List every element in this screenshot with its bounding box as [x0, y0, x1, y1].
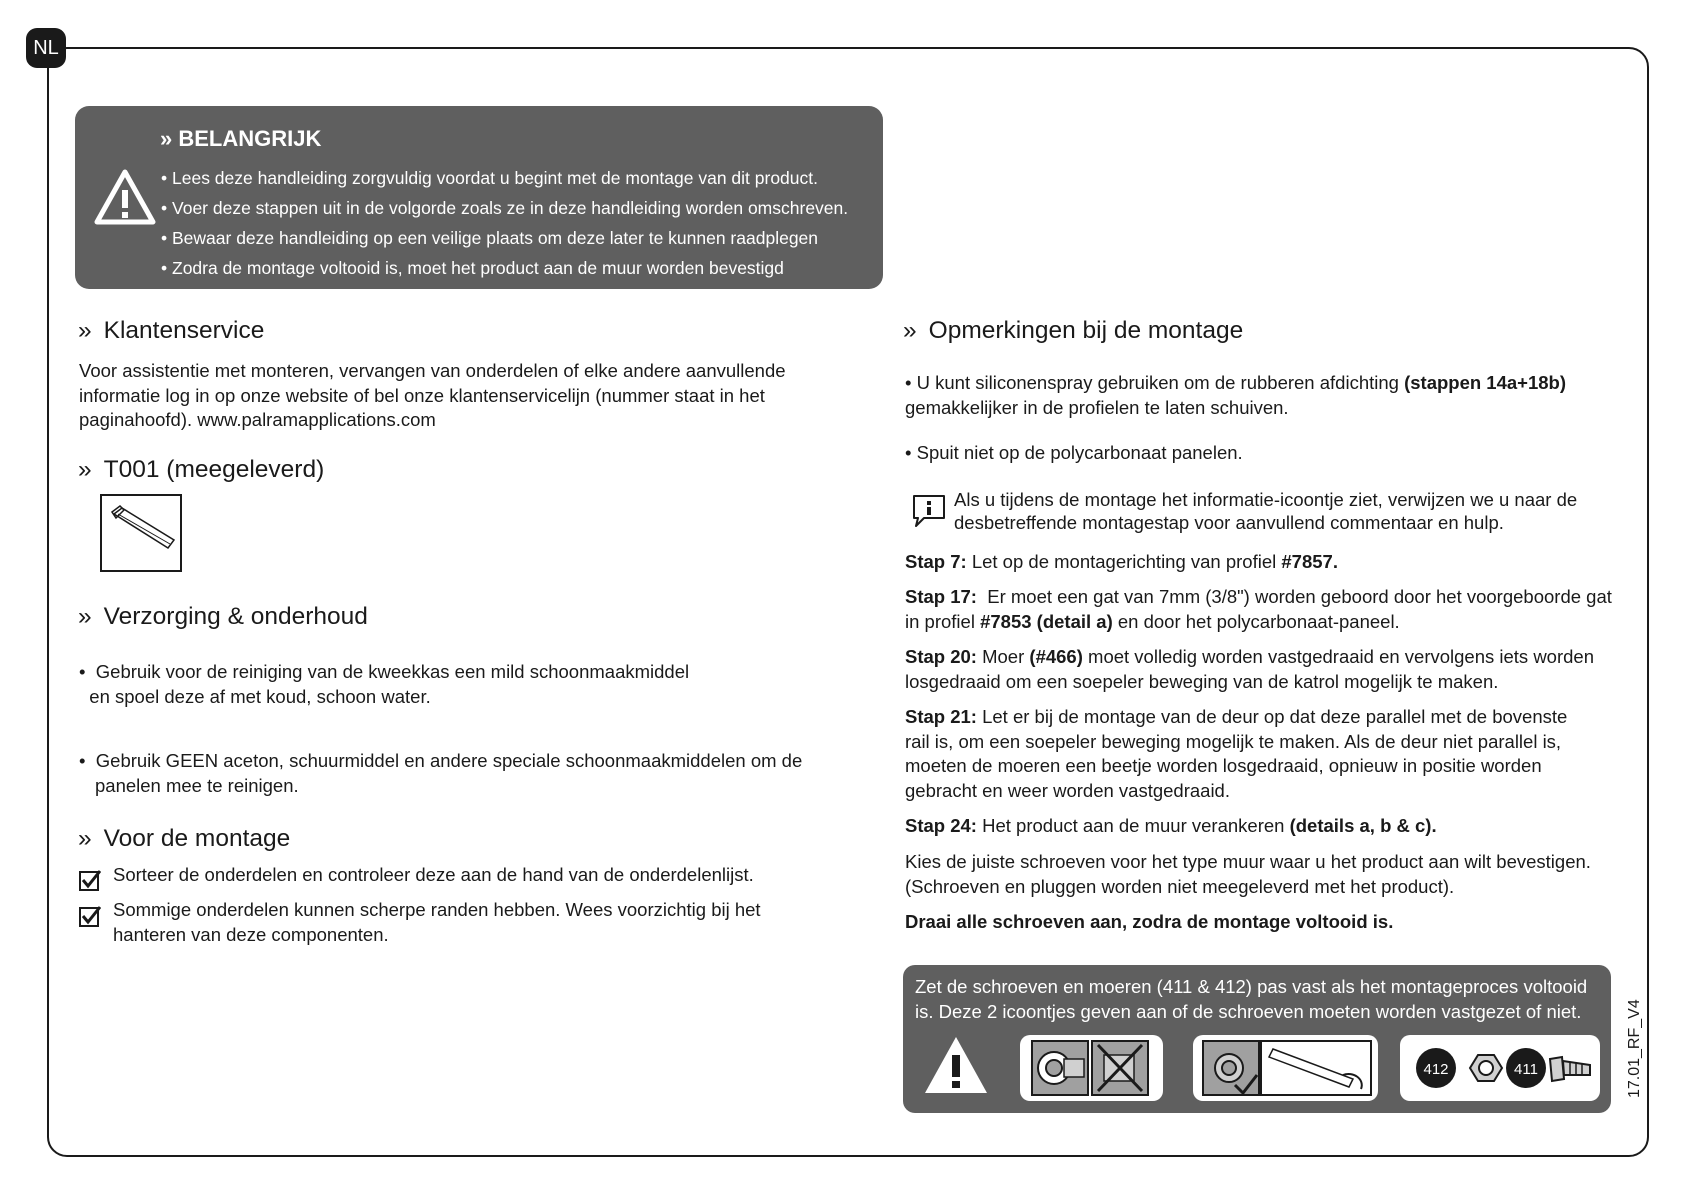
- screws-text: Kies de juiste schroeven voor het type muur waar u het product aan wilt bevestigen. (Schroeven en pluggen worden niet meegeleverd met het product).: [905, 851, 1591, 897]
- customer-title: » Klantenservice: [78, 317, 265, 344]
- before-item-1: Sorteer de onderdelen en controleer deze aan de hand van de onderdelenlijst.: [113, 864, 754, 885]
- checkbox-icon: [79, 905, 101, 927]
- language-badge: NL: [26, 28, 66, 68]
- important-item: • Zodra de montage voltooid is, moet het product aan de muur worden bevestigd: [161, 253, 848, 283]
- care-item-1: • Gebruik voor de reiniging van de kweekkas een mild schoonmaakmiddel en spoel deze af met koud, schoon water.: [79, 661, 690, 707]
- svg-text:411: 411: [1514, 1061, 1538, 1078]
- warning-icon: [921, 1033, 991, 1097]
- remarks-bullet-1: • U kunt siliconenspray gebruiken om de rubberen afdichting (stappen 14a+18b) gemakkelijker in de profielen te laten schuiven.: [905, 372, 1567, 418]
- tightened-panel: [1193, 1035, 1378, 1101]
- care-title: » Verzorging & onderhoud: [78, 603, 368, 630]
- svg-text:412: 412: [1423, 1061, 1449, 1078]
- nut-bolt-icon: [1400, 1035, 1600, 1101]
- hex-key-icon: [102, 496, 180, 570]
- before-title: » Voor de montage: [78, 825, 291, 852]
- screws-warning-box: [903, 965, 1611, 1113]
- important-item: • Bewaar deze handleiding op een veilige plaats om deze later te kunnen raadplegen: [161, 223, 848, 253]
- final-note: Draai alle schroeven aan, zodra de montage voltooid is.: [905, 911, 1394, 932]
- checkbox-icon: [79, 869, 101, 891]
- tool-image: [100, 494, 182, 572]
- important-item: • Lees deze handleiding zorgvuldig voordat u begint met de montage van dit product.: [161, 163, 848, 193]
- screws-warning-text: Zet de schroeven en moeren (411 & 412) pas vast als het montageproces voltooid is. Deze 2 icoontjes geven aan of de schroeven moeten worden vastgezet of niet.: [915, 976, 1588, 1022]
- loose-bolt-icon: [1020, 1035, 1163, 1101]
- remarks-title: » Opmerkingen bij de montage: [903, 317, 1244, 344]
- wrench-tighten-icon: [1193, 1035, 1378, 1101]
- info-text: Als u tijdens de montage het informatie-icoontje ziet, verwijzen we u naar de desbetreffende montagestap voor aanvullend commentaar en hulp.: [954, 489, 1578, 533]
- important-item: • Voer deze stappen uit in de volgorde zoals ze in deze handleiding worden omschreven.: [161, 193, 848, 223]
- parts-panel: [1400, 1035, 1600, 1101]
- info-icon: [910, 492, 950, 532]
- step-24: Stap 24: Het product aan de muur verankeren (details a, b & c).: [905, 815, 1437, 836]
- version-code: 17.01_RF_V4: [1626, 999, 1643, 1098]
- step-21: Stap 21: Let er bij de montage van de deur op dat deze parallel met de bovenste rail is, om een soepeler beweging mogelijk te maken. Als de deur niet parallel is, moeten de moeren een beetje worden losgedraaid, opnieuw in positie worden gebracht en weer worden vastgedraaid.: [905, 706, 1568, 801]
- important-list: [161, 163, 848, 283]
- customer-text: Voor assistentie met monteren, vervangen van onderdelen of elke andere aanvullende informatie log in op onze website of bel onze klantenservicelijn (nummer staat in het paginahoofd). www.palramapplications.com: [79, 360, 786, 430]
- care-item-2: • Gebruik GEEN aceton, schuurmiddel en andere speciale schoonmaakmiddelen om de panelen mee te reinigen.: [79, 750, 803, 796]
- step-20: Stap 20: Moer (#466) moet volledig worden vastgedraaid en vervolgens iets worden losgedraaid om een soepeler beweging van de katrol mogelijk te maken.: [905, 646, 1594, 692]
- warning-icon: [93, 168, 157, 226]
- before-item-2: Sommige onderdelen kunnen scherpe randen hebben. Wees voorzichtig bij het hanteren van deze componenten.: [113, 899, 761, 945]
- step-7: Stap 7: Let op de montagerichting van profiel #7857.: [905, 551, 1338, 572]
- important-box: [75, 106, 883, 289]
- step-17: Stap 17: Er moet een gat van 7mm (3/8") worden geboord door het voorgeboorde gat in profiel #7853 (detail a) en door het polycarbonaat-paneel.: [905, 586, 1612, 632]
- tool-title: » T001 (meegeleverd): [78, 456, 325, 483]
- tighten-panel: [1020, 1035, 1163, 1101]
- remarks-bullet-2: • Spuit niet op de polycarbonaat panelen.: [905, 442, 1243, 463]
- important-title: » BELANGRIJK: [160, 126, 322, 151]
